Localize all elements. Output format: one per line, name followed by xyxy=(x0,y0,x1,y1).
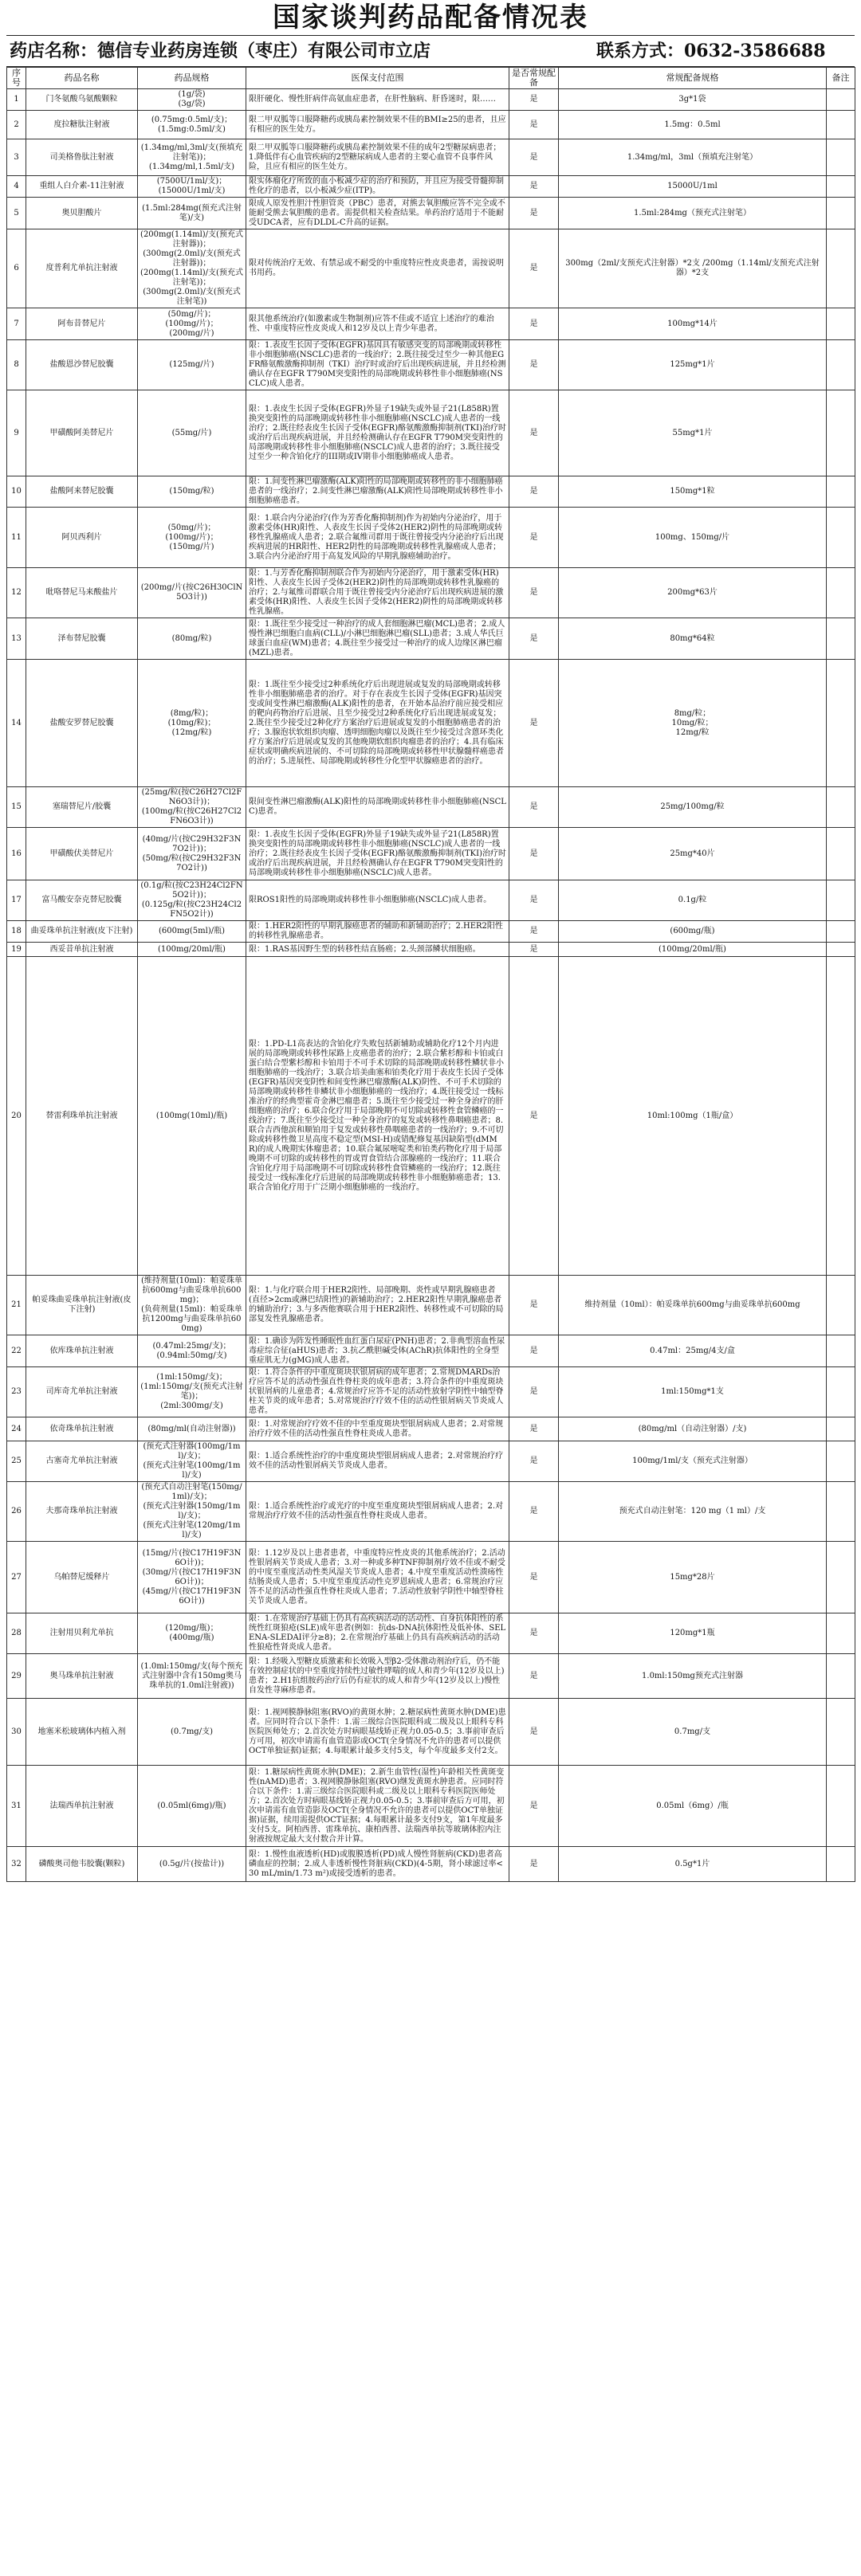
row-number: 23 xyxy=(7,1367,26,1417)
standard-spec: 8mg/粒； 10mg/粒； 12mg/粒 xyxy=(559,660,827,787)
drug-spec: (1.0ml:150mg/支(每个预充式注射器中含有150mg奥马珠单抗的1.0ml注射液)) xyxy=(138,1654,246,1699)
col-header-no: 序号 xyxy=(7,68,26,89)
stocked-flag: 是 xyxy=(509,308,559,340)
standard-spec: 15000U/1ml xyxy=(559,176,827,198)
table-row xyxy=(7,198,855,229)
standard-spec: 300mg（2ml/支预充式注射器）*2支 /200mg（1.14ml/支预充式注射器）*2支 xyxy=(559,229,827,308)
remark xyxy=(827,1276,855,1335)
insurance-scope: 限二甲双胍等口服降糖药或胰岛素控制效果不佳的BMI≥25的患者，且应有相应的医生处方。 xyxy=(246,111,509,139)
row-number: 9 xyxy=(7,390,26,476)
standard-spec: (80mg/ml（自动注射器）/支) xyxy=(559,1417,827,1441)
standard-spec: 120mg*1瓶 xyxy=(559,1613,827,1654)
drug-name: 度普利尤单抗注射液 xyxy=(26,229,138,308)
drug-spec: (80mg/ml(自动注射器)) xyxy=(138,1417,246,1441)
insurance-scope: 限ROS1阳性的局部晚期或转移性非小细胞肺癌(NSCLC)成人患者。 xyxy=(246,880,509,921)
drug-spec: (8mg/粒)； (10mg/粒)； (12mg/粒) xyxy=(138,660,246,787)
drug-name: 度拉糖肽注射液 xyxy=(26,111,138,139)
standard-spec: 0.5g*1片 xyxy=(559,1847,827,1882)
stocked-flag: 是 xyxy=(509,1417,559,1441)
drug-spec: (0.47ml:25mg/支)； (0.94ml:50mg/支) xyxy=(138,1335,246,1367)
drug-spec: (0.1g/粒(按C23H24Cl2FN5O2计))； (0.125g/粒(按C23H24Cl2FN5O2计)) xyxy=(138,880,246,921)
insurance-scope: 限：1.与化疗联合用于HER2阳性、局部晚期、炎性或早期乳腺癌患者(直径>2cm或淋巴结阳性)的新辅助治疗；2.HER2阳性早期乳腺癌患者的辅助治疗；3.与多西他赛联合用于HER2阳性、转移性或不可切除的局部复发性乳腺癌患者。 xyxy=(246,1276,509,1335)
col-header-std-spec: 常规配备规格 xyxy=(559,68,827,89)
standard-spec: 维持剂量（10ml）：帕妥珠单抗600mg与曲妥珠单抗600mg xyxy=(559,1276,827,1335)
row-number: 32 xyxy=(7,1847,26,1882)
row-number: 1 xyxy=(7,89,26,111)
col-header-stocked: 是否常规配备 xyxy=(509,68,559,89)
standard-spec: (100mg/20ml/瓶) xyxy=(559,943,827,957)
table-row xyxy=(7,618,855,660)
row-number: 2 xyxy=(7,111,26,139)
insurance-scope: 限成人原发性胆汁性胆管炎（PBC）患者，对熊去氧胆酸应答不完全或不能耐受熊去氧胆酸的患者。需提供相关检查结果。单药治疗适用于不能耐受UDCA者，应有DLDL-C升高的证据。 xyxy=(246,198,509,229)
standard-spec: 25mg*40片 xyxy=(559,828,827,880)
table-row xyxy=(7,1766,855,1847)
remark xyxy=(827,921,855,943)
insurance-scope: 限实体瘤化疗所致的血小板减少症的治疗和预防，并且应为接受骨髓抑制性化疗的患者，以小板减少症(ITP)。 xyxy=(246,176,509,198)
row-number: 28 xyxy=(7,1613,26,1654)
insurance-scope: 限肝硬化、慢性肝病伴高氨血症患者，在肝性脑病、肝昏迷时，限…… xyxy=(246,89,509,111)
stocked-flag: 是 xyxy=(509,340,559,390)
remark xyxy=(827,1766,855,1847)
drug-spec: (100mg(10ml)/瓶) xyxy=(138,957,246,1276)
drug-name: 西妥昔单抗注射液 xyxy=(26,943,138,957)
table-row xyxy=(7,943,855,957)
stocked-flag: 是 xyxy=(509,1441,559,1482)
row-number: 13 xyxy=(7,618,26,660)
standard-spec: 10ml:100mg（1瓶/盒） xyxy=(559,957,827,1276)
remark xyxy=(827,828,855,880)
standard-spec: 0.05ml（6mg）/瓶 xyxy=(559,1766,827,1847)
insurance-scope: 限其他系统治疗(如激素或生物制剂)应答不佳或不适宜上述治疗的难治性、中重度特应性皮炎成人和12岁及以上青少年患者。 xyxy=(246,308,509,340)
stocked-flag: 是 xyxy=(509,198,559,229)
stocked-flag: 是 xyxy=(509,1699,559,1766)
drug-spec: (1ml:150mg/支)； (1ml:150mg/支(预充式注射笔))； (2ml:300mg/支) xyxy=(138,1367,246,1417)
stocked-flag: 是 xyxy=(509,568,559,618)
table-row xyxy=(7,1699,855,1766)
remark xyxy=(827,618,855,660)
stocked-flag: 是 xyxy=(509,1766,559,1847)
drug-spec: (600mg(5ml)/瓶) xyxy=(138,921,246,943)
row-number: 3 xyxy=(7,139,26,176)
insurance-scope: 限：1.表皮生长因子受体(EGFR)基因具有敏感突变的局部晚期或转移性非小细胞肺癌(NSCLC)患者的一线治疗；2.既往接受过至少一种其他EGFR酪氨酸激酶抑制剂（TKI）治疗时或治疗后出现疾病进展，并且经检测确认存在EGFR T790M突变阳性的局部晚期或转移性非小细胞肺癌(NSCLC)成人患者。 xyxy=(246,340,509,390)
standard-spec: 0.7mg/支 xyxy=(559,1699,827,1766)
insurance-scope: 限：1.表皮生长因子受体(EGFR)外显子19缺失或外显子21(L858R)置换突变阳性的局部晚期或转移性非小细胞肺癌(NSCLC)成人患者的一线治疗；2.既往经表皮生长因子受体(EGFR)酪氨酸激酶抑制剂(TKI)治疗时或治疗后出现疾病进展，并且经检测确认存在EGFR T790M突变阳性的局部晚期或转移性非小细胞肺癌(NSCLC)成人患者的治疗；3.既往接受过至少一种含铂化疗的III期或IV期非小细胞肺癌成人患者。 xyxy=(246,390,509,476)
drug-name: 奥马珠单抗注射液 xyxy=(26,1654,138,1699)
row-number: 12 xyxy=(7,568,26,618)
drug-spec: (1g/袋) (3g/袋) xyxy=(138,89,246,111)
row-number: 22 xyxy=(7,1335,26,1367)
insurance-scope: 限二甲双胍等口服降糖药或胰岛素控制效果不佳的成年2型糖尿病患者；1.降低伴有心血管疾病的2型糖尿病成人患者的主要心血管不良事件风险，且应有相应的医生处方。 xyxy=(246,139,509,176)
drug-table xyxy=(6,67,855,1882)
drug-spec: (100mg/20ml/瓶) xyxy=(138,943,246,957)
stocked-flag: 是 xyxy=(509,1335,559,1367)
insurance-scope: 限：1.12岁及以上患者患者，中重度特应性皮炎的其他系统治疗；2.活动性银屑病关节炎成人患者；3.对一种或多种TNF抑制剂疗效不佳或不耐受的中度至重度活动性类风湿关节炎成人患者；4.中度至重度活动性溃疡性结肠炎成人患者；5.中度至重度活动性克罗恩病成人患者；6.常规治疗应答不足的活动性强直性脊柱炎成人患者；7.活动性放射学阴性中轴型脊柱关节炎成人患者。 xyxy=(246,1542,509,1613)
stocked-flag: 是 xyxy=(509,176,559,198)
standard-spec: 100mg*14片 xyxy=(559,308,827,340)
row-number: 30 xyxy=(7,1699,26,1766)
stocked-flag: 是 xyxy=(509,880,559,921)
drug-name: 帕妥珠曲妥珠单抗注射液(皮下注射) xyxy=(26,1276,138,1335)
insurance-scope: 限：1.既往至少接受过一种治疗的成人套细胞淋巴瘤(MCL)患者；2.成人慢性淋巴细胞白血病(CLL)/小淋巴细胞淋巴瘤(SLL)患者；3.成人华氏巨球蛋白血症(WM)患者；4.既往至少接受过一种治疗的成人边缘区淋巴瘤(MZL)患者。 xyxy=(246,618,509,660)
stocked-flag: 是 xyxy=(509,1276,559,1335)
remark xyxy=(827,89,855,111)
drug-spec: (1.5ml:284mg(预充式注射笔)/支) xyxy=(138,198,246,229)
row-number: 14 xyxy=(7,660,26,787)
standard-spec: 125mg*1片 xyxy=(559,340,827,390)
standard-spec: 1.34mg/ml，3ml（预填充注射笔） xyxy=(559,139,827,176)
drug-spec: (150mg/粒) xyxy=(138,476,246,508)
drug-name: 奥贝胆酸片 xyxy=(26,198,138,229)
drug-name: 依奇珠单抗注射液 xyxy=(26,1417,138,1441)
remark xyxy=(827,1335,855,1367)
row-number: 24 xyxy=(7,1417,26,1441)
drug-name: 曲妥珠单抗注射液(皮下注射) xyxy=(26,921,138,943)
standard-spec: 1.5mg：0.5ml xyxy=(559,111,827,139)
table-row xyxy=(7,1482,855,1542)
store-info-bar xyxy=(6,36,855,67)
remark xyxy=(827,943,855,957)
table-row xyxy=(7,508,855,568)
drug-spec: (0.7mg/支) xyxy=(138,1699,246,1766)
insurance-scope: 限：1.符合条件的中重度斑块状银屑病的成年患者；2.常规DMARDs治疗应答不足的活动性强直性脊柱炎的成年患者；3.符合条件的中重度斑块状银屑病的儿童患者；4.常规治疗应答不足的活动性放射学阴性中轴型脊柱关节炎的成年患者；5.对常规治疗疗效不佳的活动性银屑病关节炎成人患者。 xyxy=(246,1367,509,1417)
row-number: 11 xyxy=(7,508,26,568)
row-number: 6 xyxy=(7,229,26,308)
remark xyxy=(827,176,855,198)
row-number: 18 xyxy=(7,921,26,943)
table-row xyxy=(7,880,855,921)
stocked-flag: 是 xyxy=(509,476,559,508)
drug-name: 夫那奇珠单抗注射液 xyxy=(26,1482,138,1542)
table-row xyxy=(7,1335,855,1367)
insurance-scope: 限：1.经吸入型糖皮质激素和长效吸入型β2-受体激动剂治疗后，仍不能有效控制症状的中至重度持续性过敏性哮喘的成人和青少年(12岁及以上)患者；2.H1抗组胺药治疗后仍有症状的成人和青少年(12岁及以上)慢性自发性荨麻疹患者。 xyxy=(246,1654,509,1699)
row-number: 10 xyxy=(7,476,26,508)
remark xyxy=(827,1482,855,1542)
drug-name: 司美格鲁肽注射液 xyxy=(26,139,138,176)
remark xyxy=(827,1417,855,1441)
drug-spec: (50mg/片)； (100mg/片)； (150mg/片) xyxy=(138,508,246,568)
drug-name: 盐酸安罗替尼胶囊 xyxy=(26,660,138,787)
row-number: 20 xyxy=(7,957,26,1276)
table-row xyxy=(7,828,855,880)
standard-spec: 1ml:150mg*1支 xyxy=(559,1367,827,1417)
table-row xyxy=(7,1654,855,1699)
drug-spec: (预充式注射器(100mg/1ml)/支)； (预充式注射笔(100mg/1ml)/支) xyxy=(138,1441,246,1482)
row-number: 26 xyxy=(7,1482,26,1542)
table-row xyxy=(7,1417,855,1441)
drug-name: 司库奇尤单抗注射液 xyxy=(26,1367,138,1417)
table-row xyxy=(7,176,855,198)
drug-spec: (0.05ml(6mg)/瓶) xyxy=(138,1766,246,1847)
standard-spec: 150mg*1粒 xyxy=(559,476,827,508)
row-number: 5 xyxy=(7,198,26,229)
drug-name: 盐酸恩沙替尼胶囊 xyxy=(26,340,138,390)
stocked-flag: 是 xyxy=(509,1847,559,1882)
insurance-scope: 限对传统治疗无效、有禁忌或不耐受的中重度特应性皮炎患者，需按说明书用药。 xyxy=(246,229,509,308)
drug-spec: (40mg/片(按C29H32F3N7O2计))； (50mg/粒(按C29H32F3N7O2计)) xyxy=(138,828,246,880)
standard-spec: 0.47ml：25mg/4支/盒 xyxy=(559,1335,827,1367)
drug-name: 吡咯替尼马来酸盐片 xyxy=(26,568,138,618)
stocked-flag: 是 xyxy=(509,1367,559,1417)
drug-name: 塞瑞替尼片/胶囊 xyxy=(26,787,138,828)
drug-name: 盐酸阿来替尼胶囊 xyxy=(26,476,138,508)
drug-spec: (80mg/粒) xyxy=(138,618,246,660)
drug-name: 乌帕替尼缓释片 xyxy=(26,1542,138,1613)
stocked-flag: 是 xyxy=(509,1482,559,1542)
drug-spec: (预充式自动注射笔(150mg/1ml)/支)； (预充式注射器(150mg/1ml)/支)； (预充式注射笔(120mg/1ml)/支) xyxy=(138,1482,246,1542)
table-row xyxy=(7,787,855,828)
insurance-scope: 限：1.在常规治疗基础上仍具有高疾病活动的活动性、自身抗体阳性的系统性红斑狼疮(SLE)成年患者(例如：抗ds-DNA抗体阳性及低补体、SELENA-SLEDAI评分≥8)；2.在常规治疗基础上仍具有高疾病活动的活动性狼疮性肾炎成人患者。 xyxy=(246,1613,509,1654)
standard-spec: (600mg/瓶) xyxy=(559,921,827,943)
row-number: 7 xyxy=(7,308,26,340)
stocked-flag: 是 xyxy=(509,111,559,139)
table-row xyxy=(7,476,855,508)
remark xyxy=(827,139,855,176)
table-row xyxy=(7,1276,855,1335)
table-row xyxy=(7,957,855,1276)
drug-spec: (50mg/片)； (100mg/片)； (200mg/片) xyxy=(138,308,246,340)
insurance-scope: 限：1.视网膜静脉阻塞(RVO)的黄斑水肿；2.糖尿病性黄斑水肿(DME)患者。应同时符合以下条件：1.需三级综合医院眼科或二级及以上眼科专科医院医师处方；2.首次处方时病眼基线矫正视力0.05-0.5；3.事前审查后方可用，初次申请需有血管造影或OCT(全身情况不允许的患者可以提供OCT单独证据)证据；4.每眼累计最多支付5支，每个年度最多支付2支。 xyxy=(246,1699,509,1766)
table-row xyxy=(7,139,855,176)
insurance-scope: 限：1.PD-L1高表达的含铂化疗失败包括新辅助或辅助化疗12个月内进展的局部晚期或转移性尿路上皮癌患者的治疗；2.联合紫杉醇和卡铂或白蛋白结合型紫杉醇和卡铂用于不可手术切除的局部晚期或转移性鳞状非小细胞肺癌的一线治疗；3.联合培美曲塞和铂类化疗用于表皮生长因子受体(EGFR)基因突变阴性和间变性淋巴瘤激酶(ALK)阴性、不可手术切除的局部晚期或转移性非鳞状非小细胞肺癌的一线治疗；4.既往接受过一线标准治疗的经典型霍奇金淋巴瘤患者；5.既往至少接受过一种全身治疗的肝细胞癌的治疗；6.联合化疗用于局部晚期不可切除或转移性食管鳞癌的一线治疗；7.既往至少接受过一种全身治疗的复发或转移性鼻咽癌患者；8.联合吉西他滨和顺铂用于复发或转移性鼻咽癌患者的一线治疗；9.不可切除或转移性微卫星高度不稳定型(MSI-H)或错配修复基因缺陷型(dMMR)的成人晚期实体瘤患者；10.联合氟尿嘧啶类和铂类药物化疗用于局部晚期不可切除的或转移性的胃或胃食管结合部腺癌的一线治疗；11.联合含铂化疗用于局部晚期不可切除或转移性食管鳞癌的一线治疗；12.既往接受过一线标准化疗后进展的局部晚期或转移性非小细胞肺癌患者；13.联合含铂化疗用于广泛期小细胞肺癌的一线治疗。 xyxy=(246,957,509,1276)
insurance-scope: 限：1.对常规治疗疗效不佳的中至重度斑块型银屑病成人患者；2.对常规治疗疗效不佳的活动性强直性脊柱炎成人患者。 xyxy=(246,1417,509,1441)
insurance-scope: 限：1.糖尿病性黄斑水肿(DME)；2.新生血管性(湿性)年龄相关性黄斑变性(nAMD)患者；3.视网膜静脉阻塞(RVO)继发黄斑水肿患者。应同时符合以下条件：1.需三级综合医院眼科或二级及以上眼科专科医院医师处方；2.首次处方时病眼基线矫正视力0.05-0.5；3.事前审查后方可用，初次申请需有血管造影及OCT(全身情况不允许的患者可以提供OCT单独证据)证据，续用需提供OCT证据；4.每眼累计最多支付9支，第1年度最多支付5支。阿柏西普、雷珠单抗、康柏西普、法瑞西单抗等玻璃体腔内注射液按规定最大支付数合并计算。 xyxy=(246,1766,509,1847)
drug-spec: (7500U/1ml/支)； (15000U/1ml/支) xyxy=(138,176,246,198)
remark xyxy=(827,787,855,828)
insurance-scope: 限：1.确诊为阵发性睡眠性血红蛋白尿症(PNH)患者；2.非典型溶血性尿毒症综合征(aHUS)患者；3.抗乙酰胆碱受体(AChR)抗体阳性的全身型重症肌无力(gMG)成人患者。 xyxy=(246,1335,509,1367)
remark xyxy=(827,390,855,476)
remark xyxy=(827,308,855,340)
drug-name: 替雷利珠单抗注射液 xyxy=(26,957,138,1276)
drug-spec: (维持剂量(10ml)：帕妥珠单抗600mg与曲妥珠单抗600mg)； (负荷剂量(15ml)：帕妥珠单抗1200mg与曲妥珠单抗600mg) xyxy=(138,1276,246,1335)
remark xyxy=(827,198,855,229)
insurance-scope: 限间变性淋巴瘤激酶(ALK)阳性的局部晚期或转移性非小细胞肺癌(NSCLC)患者。 xyxy=(246,787,509,828)
drug-name: 泽布替尼胶囊 xyxy=(26,618,138,660)
drug-name: 门冬氨酸乌氨酸颗粒 xyxy=(26,89,138,111)
stocked-flag: 是 xyxy=(509,1613,559,1654)
drug-spec: (200mg(1.14ml)/支(预充式注射器))； (300mg(2.0ml)/支(预充式注射器))； (200mg(1.14ml)/支(预充式注射笔))； (300mg(2.0ml)/支(预充式注射笔)) xyxy=(138,229,246,308)
drug-name: 甲磺酸伏美替尼片 xyxy=(26,828,138,880)
stocked-flag: 是 xyxy=(509,787,559,828)
standard-spec: 15mg*28片 xyxy=(559,1542,827,1613)
stocked-flag: 是 xyxy=(509,828,559,880)
store-name: 药店名称：德信专业药房连锁（枣庄）有限公司市立店 xyxy=(10,41,431,61)
row-number: 25 xyxy=(7,1441,26,1482)
insurance-scope: 限：1.HER2阳性的早期乳腺癌患者的辅助和新辅助治疗；2.HER2阳性的转移性乳腺癌患者。 xyxy=(246,921,509,943)
row-number: 29 xyxy=(7,1654,26,1699)
remark xyxy=(827,1699,855,1766)
standard-spec: 1.0ml:150mg预充式注射器 xyxy=(559,1654,827,1699)
row-number: 15 xyxy=(7,787,26,828)
table-row xyxy=(7,1542,855,1613)
drug-spec: (15mg/片(按C17H19F3N6O计))； (30mg/片(按C17H19F3N6O计))； (45mg/片(按C17H19F3N6O计)) xyxy=(138,1542,246,1613)
drug-name: 磷酸奥司他韦胶囊(颗粒) xyxy=(26,1847,138,1882)
table-row xyxy=(7,1367,855,1417)
drug-name: 重组人白介素-11注射液 xyxy=(26,176,138,198)
table-row xyxy=(7,660,855,787)
row-number: 31 xyxy=(7,1766,26,1847)
drug-name: 法瑞西单抗注射液 xyxy=(26,1766,138,1847)
table-header-row xyxy=(7,68,855,89)
table-row xyxy=(7,1847,855,1882)
table-row xyxy=(7,1613,855,1654)
standard-spec: 3g*1袋 xyxy=(559,89,827,111)
remark xyxy=(827,1542,855,1613)
row-number: 8 xyxy=(7,340,26,390)
remark xyxy=(827,111,855,139)
insurance-scope: 限：1.联合内分泌治疗(作为芳香化酶抑制剂)作为初始内分泌治疗，用于激素受体(HR)阳性、人表皮生长因子受体2(HER2)阴性的局部晚期或转移性乳腺癌成人患者；2.联合氟维司群用于既往曾接受内分泌治疗后出现疾病进展的HR阳性、HER2阴性的局部晚期或转移性乳腺癌成人患者；3.联合内分泌治疗用于高复发风险的早期乳腺癌辅助治疗。 xyxy=(246,508,509,568)
contact-phone: 联系方式：0632-3586688 xyxy=(596,41,826,61)
col-header-remark: 备注 xyxy=(827,68,855,89)
stocked-flag: 是 xyxy=(509,508,559,568)
remark xyxy=(827,1613,855,1654)
drug-name: 阿贝西利片 xyxy=(26,508,138,568)
table-row xyxy=(7,308,855,340)
row-number: 17 xyxy=(7,880,26,921)
insurance-scope: 限：1.既往至少接受过2种系统化疗后出现进展或复发的局部晚期或转移性非小细胞肺癌患者的治疗。对于存在表皮生长因子受体(EGFR)基因突变或间变性淋巴瘤激酶(ALK)阳性的患者，在开始本品治疗前应接受相应的靶向药物治疗后进展、且至少接受过2种系统化疗后出现进展或复发；2.既往至少接受过2种化疗方案治疗后进展或复发的小细胞肺癌患者的治疗；3.腺泡状软组织肉瘤、透明细胞肉瘤以及既往至少接受过含蒽环类化疗方案治疗后进展或复发的其他晚期软组织肉瘤患者的治疗；4.具有临床症状或明确疾病进展的、不可切除的局部晚期或转移性甲状腺髓样癌患者的治疗；5.进展性、局部晚期或转移性分化型甲状腺癌患者的治疗。 xyxy=(246,660,509,787)
insurance-scope: 限：1.表皮生长因子受体(EGFR)外显子19缺失或外显子21(L858R)置换突变阳性的局部晚期或转移性非小细胞肺癌(NSCLC)成人患者的一线治疗；2.既往经表皮生长因子受体(EGFR)酪氨酸激酶抑制剂(TKI)治疗时或治疗后出现疾病进展，并且经检测确认存在EGFR T790M突变阳性的局部晚期或转移性非小细胞肺癌(NSCLC)成人患者。 xyxy=(246,828,509,880)
table-row xyxy=(7,111,855,139)
col-header-name: 药品名称 xyxy=(26,68,138,89)
standard-spec: 100mg、150mg/片 xyxy=(559,508,827,568)
stocked-flag: 是 xyxy=(509,1654,559,1699)
col-header-spec: 药品规格 xyxy=(138,68,246,89)
standard-spec: 25mg/100mg/粒 xyxy=(559,787,827,828)
remark xyxy=(827,660,855,787)
col-header-scope: 医保支付范围 xyxy=(246,68,509,89)
remark xyxy=(827,508,855,568)
standard-spec: 55mg*1片 xyxy=(559,390,827,476)
document-page xyxy=(6,0,855,1882)
stocked-flag: 是 xyxy=(509,89,559,111)
insurance-scope: 限：1.适合系统性治疗的中重度斑块型银屑病成人患者；2.对常规治疗疗效不佳的活动性银屑病关节炎成人患者。 xyxy=(246,1441,509,1482)
stocked-flag: 是 xyxy=(509,618,559,660)
drug-spec: (55mg/片) xyxy=(138,390,246,476)
remark xyxy=(827,340,855,390)
stocked-flag: 是 xyxy=(509,229,559,308)
stocked-flag: 是 xyxy=(509,943,559,957)
table-row xyxy=(7,390,855,476)
drug-name: 甲磺酸阿美替尼片 xyxy=(26,390,138,476)
remark xyxy=(827,229,855,308)
remark xyxy=(827,1654,855,1699)
standard-spec: 200mg*63片 xyxy=(559,568,827,618)
remark xyxy=(827,476,855,508)
stocked-flag: 是 xyxy=(509,139,559,176)
drug-name: 富马酸安奈克替尼胶囊 xyxy=(26,880,138,921)
drug-name: 古塞奇尤单抗注射液 xyxy=(26,1441,138,1482)
standard-spec: 0.1g/粒 xyxy=(559,880,827,921)
drug-name: 注射用贝利尤单抗 xyxy=(26,1613,138,1654)
table-row xyxy=(7,921,855,943)
drug-spec: (25mg/粒(按C26H27Cl2FN6O3计))； (100mg/粒(按C26H27Cl2FN6O3计)) xyxy=(138,787,246,828)
table-row xyxy=(7,229,855,308)
standard-spec: 预充式自动注射笔：120 mg（1 ml）/支 xyxy=(559,1482,827,1542)
row-number: 16 xyxy=(7,828,26,880)
insurance-scope: 限：1.慢性血液透析(HD)或腹膜透析(PD)成人慢性肾脏病(CKD)患者高磷血症的控制；2.成人非透析慢性肾脏病(CKD)(4-5期，肾小球滤过率<30 mL/min/1.73 m²)或接受透析的患者。 xyxy=(246,1847,509,1882)
remark xyxy=(827,957,855,1276)
document-title: 国家谈判药品配备情况表 xyxy=(6,0,855,36)
insurance-scope: 限：1.与芳香化酶抑制剂联合作为初始内分泌治疗，用于激素受体(HR)阳性、人表皮生长因子受体2(HER2)阴性的局部晚期或转移性乳腺癌的治疗；2.与氟维司群联合用于既往曾接受内分泌治疗后出现疾病进展的激素受体(HR)阳性、人表皮生长因子受体2(HER2)阴性的局部晚期或转移性乳腺癌。 xyxy=(246,568,509,618)
row-number: 19 xyxy=(7,943,26,957)
table-row xyxy=(7,568,855,618)
drug-spec: (125mg/片) xyxy=(138,340,246,390)
insurance-scope: 限：1.RAS基因野生型的转移性结直肠癌；2.头颈部鳞状细胞癌。 xyxy=(246,943,509,957)
row-number: 21 xyxy=(7,1276,26,1335)
stocked-flag: 是 xyxy=(509,1542,559,1613)
insurance-scope: 限：1.间变性淋巴瘤激酶(ALK)阳性的局部晚期或转移性的非小细胞肺癌患者的一线治疗；2.间变性淋巴瘤激酶(ALK)阳性局部晚期或转移性非小细胞肺癌患者。 xyxy=(246,476,509,508)
stocked-flag: 是 xyxy=(509,921,559,943)
drug-name: 阿布昔替尼片 xyxy=(26,308,138,340)
table-row xyxy=(7,340,855,390)
table-row xyxy=(7,89,855,111)
stocked-flag: 是 xyxy=(509,660,559,787)
drug-name: 依库珠单抗注射液 xyxy=(26,1335,138,1367)
drug-spec: (0.75mg:0.5ml/支)； (1.5mg:0.5ml/支) xyxy=(138,111,246,139)
drug-spec: (0.5g/片(按盐计)) xyxy=(138,1847,246,1882)
remark xyxy=(827,1367,855,1417)
remark xyxy=(827,1847,855,1882)
standard-spec: 1.5ml:284mg（预充式注射笔） xyxy=(559,198,827,229)
standard-spec: 100mg/1ml/支（预充式注射器） xyxy=(559,1441,827,1482)
remark xyxy=(827,880,855,921)
drug-spec: (1.34mg/ml,3ml/支(预填充注射笔))； (1.34mg/ml,1.5ml/支) xyxy=(138,139,246,176)
standard-spec: 80mg*64粒 xyxy=(559,618,827,660)
insurance-scope: 限：1.适合系统性治疗或光疗的中度至重度斑块型银屑病成人患者；2.对常规治疗疗效不佳的活动性强直性脊柱炎成人患者。 xyxy=(246,1482,509,1542)
remark xyxy=(827,1441,855,1482)
row-number: 4 xyxy=(7,176,26,198)
stocked-flag: 是 xyxy=(509,390,559,476)
row-number: 27 xyxy=(7,1542,26,1613)
stocked-flag: 是 xyxy=(509,957,559,1276)
remark xyxy=(827,568,855,618)
drug-name: 地塞米松玻璃体内植入剂 xyxy=(26,1699,138,1766)
drug-spec: (200mg/片(按C26H30ClN5O3计)) xyxy=(138,568,246,618)
drug-spec: (120mg/瓶)； (400mg/瓶) xyxy=(138,1613,246,1654)
table-row xyxy=(7,1441,855,1482)
